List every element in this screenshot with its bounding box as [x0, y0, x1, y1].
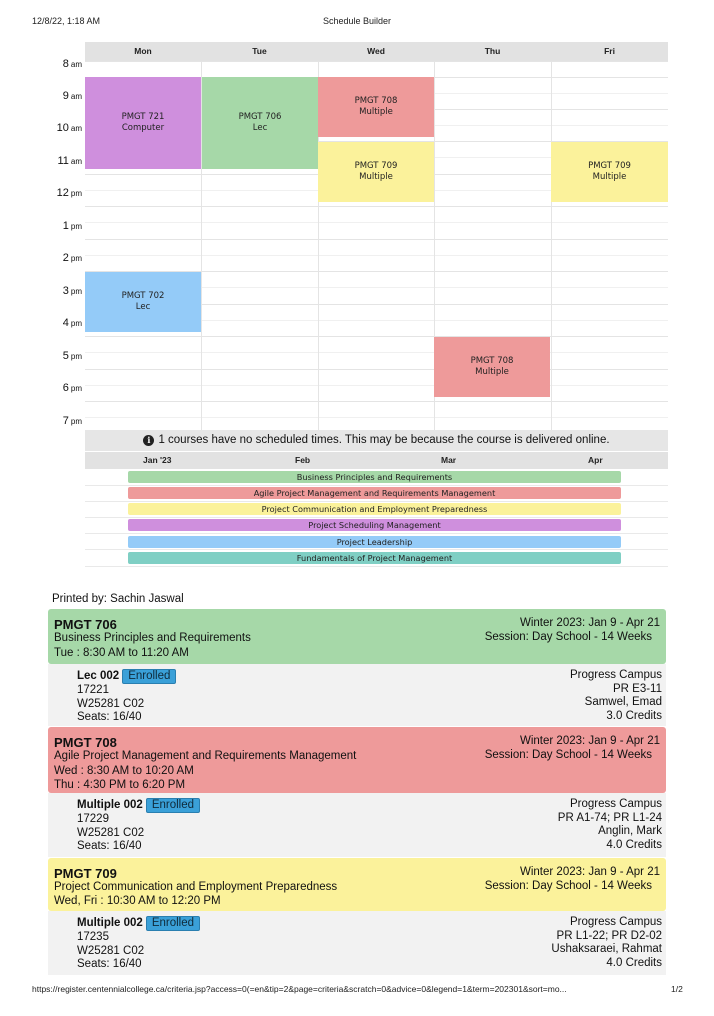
- course-header-pmgt709: [48, 858, 666, 911]
- printed-by: Printed by: Sachin Jaswal: [52, 593, 184, 605]
- event-type: Computer: [121, 123, 165, 133]
- hour-label: 9 am: [62, 90, 82, 102]
- course-session: Session: Day School - 14 Weeks: [484, 631, 652, 643]
- day-header-thu: Thu: [484, 46, 501, 56]
- section-crn: 17235: [77, 931, 109, 943]
- term-month-apr: Apr: [588, 455, 603, 465]
- calendar-event-pmgt702-mon[interactable]: [85, 272, 201, 332]
- term-bar-project-scheduling[interactable]: Project Scheduling Management: [128, 519, 621, 531]
- section-block: W25281 C02: [77, 697, 145, 710]
- grid-line: [85, 336, 668, 337]
- notice-text: 1 courses have no scheduled times. This may be because the course is delivered online.: [158, 434, 610, 446]
- term-bar-agile-pm[interactable]: Agile Project Management and Requirements Management: [128, 487, 621, 499]
- day-header-fri: Fri: [604, 46, 615, 56]
- enrolled-badge: Enrolled: [122, 669, 176, 684]
- section-block: W25281 C02: [77, 826, 145, 839]
- section-campus: Progress Campus: [569, 916, 662, 928]
- section-instructor: Ushaksaraei, Rahmat: [551, 943, 662, 955]
- term-bar-project-communication[interactable]: Project Communication and Employment Preparedness: [128, 503, 621, 515]
- hour-label: 7 pm: [62, 415, 82, 427]
- event-course: PMGT 708: [354, 96, 398, 107]
- term-row-divider: [85, 549, 668, 550]
- event-type: Lec: [135, 302, 151, 312]
- day-header-row: [85, 42, 668, 61]
- section-credits: 4.0 Credits: [606, 838, 662, 851]
- section-credits: 4.0 Credits: [606, 956, 662, 969]
- term-month-jan: Jan '23: [143, 455, 172, 465]
- course-code: PMGT 708: [54, 735, 117, 750]
- grid-column-line: [551, 61, 552, 430]
- grid-line: [85, 222, 668, 223]
- day-header-tue: Tue: [252, 46, 267, 56]
- hour-label: 3 pm: [62, 285, 82, 297]
- event-course: PMGT 721: [121, 112, 165, 123]
- section-room: PR E3-11: [612, 682, 662, 695]
- section-title: Lec 002: [77, 670, 120, 682]
- event-type: Multiple: [359, 107, 393, 117]
- day-header-wed: Wed: [367, 46, 385, 56]
- calendar-event-pmgt721-mon[interactable]: [85, 77, 201, 169]
- hour-label: 5 pm: [62, 350, 82, 362]
- course-term: Winter 2023: Jan 9 - Apr 21: [520, 735, 660, 747]
- print-header: [0, 16, 714, 30]
- print-datetime: 12/8/22, 1:18 AM: [32, 16, 101, 26]
- section-title: Multiple 002: [77, 917, 143, 929]
- hour-label: 1 pm: [62, 220, 82, 232]
- grid-line: [85, 385, 668, 386]
- course-time: Thu : 4:30 PM to 6:20 PM: [54, 779, 186, 791]
- event-course: PMGT 706: [238, 112, 282, 123]
- section-campus: Progress Campus: [569, 798, 662, 810]
- section-room: PR L1-22; PR D2-02: [556, 929, 662, 942]
- section-credits: 3.0 Credits: [606, 709, 662, 722]
- event-type: Lec: [252, 123, 268, 133]
- event-type: Multiple: [359, 172, 393, 182]
- hour-label: 6 pm: [62, 382, 82, 394]
- section-room: PR A1-74; PR L1-24: [557, 811, 662, 824]
- course-header-pmgt706: [48, 609, 666, 664]
- enrolled-badge: Enrolled: [146, 798, 200, 813]
- term-row-divider: [85, 517, 668, 518]
- hour-label: 4 pm: [62, 317, 82, 329]
- term-bar-fundamentals-pm[interactable]: Fundamentals of Project Management: [128, 552, 621, 564]
- event-course: PMGT 709: [588, 161, 631, 172]
- print-page-title: Schedule Builder: [322, 16, 392, 26]
- term-row-divider: [85, 501, 668, 502]
- grid-line: [85, 417, 668, 418]
- section-campus: Progress Campus: [569, 669, 662, 681]
- term-month-feb: Feb: [295, 455, 311, 465]
- section-row-pmgt709: [48, 911, 666, 975]
- event-course: PMGT 708: [470, 356, 514, 367]
- day-header-mon: Mon: [134, 46, 152, 56]
- section-title: Multiple 002: [77, 799, 143, 811]
- term-bar-business-principles[interactable]: Business Principles and Requirements: [128, 471, 621, 483]
- term-bar-project-leadership[interactable]: Project Leadership: [128, 536, 621, 548]
- course-time: Wed, Fri : 10:30 AM to 12:20 PM: [54, 895, 221, 907]
- course-header-pmgt708: [48, 727, 666, 793]
- hour-label: 8 am: [62, 58, 82, 70]
- grid-line: [85, 401, 668, 402]
- course-name: Project Communication and Employment Preparedness: [54, 881, 338, 893]
- event-course: PMGT 702: [121, 291, 165, 302]
- calendar-event-pmgt709-fri[interactable]: [551, 142, 668, 202]
- section-row-pmgt706: [48, 664, 666, 726]
- grid-line: [85, 255, 668, 256]
- calendar-event-pmgt708-wed[interactable]: [318, 77, 434, 137]
- calendar-event-pmgt709-wed[interactable]: [318, 142, 434, 202]
- section-block: W25281 C02: [77, 944, 145, 957]
- course-term: Winter 2023: Jan 9 - Apr 21: [520, 866, 660, 878]
- term-row-divider: [85, 533, 668, 534]
- enrolled-badge: Enrolled: [146, 916, 200, 931]
- section-seats: Seats: 16/40: [77, 958, 142, 970]
- hour-label: 2 pm: [62, 252, 82, 264]
- section-instructor: Anglin, Mark: [598, 825, 662, 837]
- section-seats: Seats: 16/40: [77, 711, 142, 723]
- course-code: PMGT 709: [54, 866, 117, 881]
- weekly-calendar: [28, 42, 668, 430]
- course-time: Tue : 8:30 AM to 11:20 AM: [54, 647, 189, 659]
- event-type: Multiple: [592, 172, 627, 182]
- section-instructor: Samwel, Emad: [584, 696, 662, 708]
- term-timeline-header: [85, 452, 668, 469]
- hour-label: 10 am: [56, 122, 82, 134]
- term-row-divider: [85, 485, 668, 486]
- grid-line: [85, 352, 668, 353]
- calendar-event-pmgt706-tue[interactable]: [202, 77, 318, 169]
- course-time: Wed : 8:30 AM to 10:20 AM: [54, 765, 194, 777]
- calendar-event-pmgt708-thu[interactable]: [434, 337, 550, 397]
- info-icon: i: [143, 435, 154, 446]
- event-type: Multiple: [475, 367, 509, 377]
- section-seats: Seats: 16/40: [77, 840, 142, 852]
- course-name: Agile Project Management and Requirements Management: [54, 750, 357, 762]
- section-row-pmgt708: [48, 793, 666, 857]
- course-code: PMGT 706: [54, 617, 117, 632]
- unscheduled-notice: [85, 430, 668, 451]
- course-session: Session: Day School - 14 Weeks: [484, 749, 652, 761]
- grid-line: [85, 369, 668, 370]
- term-row-divider: [85, 566, 668, 567]
- section-crn: 17229: [77, 813, 109, 825]
- term-month-mar: Mar: [441, 455, 457, 465]
- print-url: https://register.centennialcollege.ca/criteria.jsp?access=0(=en&tip=2&page=criteria&scratch=0&advice=0&legend=1&term=202301&sort=mo...: [32, 984, 567, 994]
- grid-line: [85, 61, 668, 62]
- event-course: PMGT 709: [354, 161, 398, 172]
- grid-line: [85, 206, 668, 207]
- course-term: Winter 2023: Jan 9 - Apr 21: [520, 617, 660, 629]
- section-crn: 17221: [77, 684, 109, 696]
- grid-line: [85, 239, 668, 240]
- hour-label: 12 pm: [56, 187, 82, 199]
- print-page-number: 1/2: [671, 984, 683, 994]
- course-name: Business Principles and Requirements: [54, 632, 251, 644]
- hour-label: 11 am: [57, 155, 82, 167]
- course-session: Session: Day School - 14 Weeks: [484, 880, 652, 892]
